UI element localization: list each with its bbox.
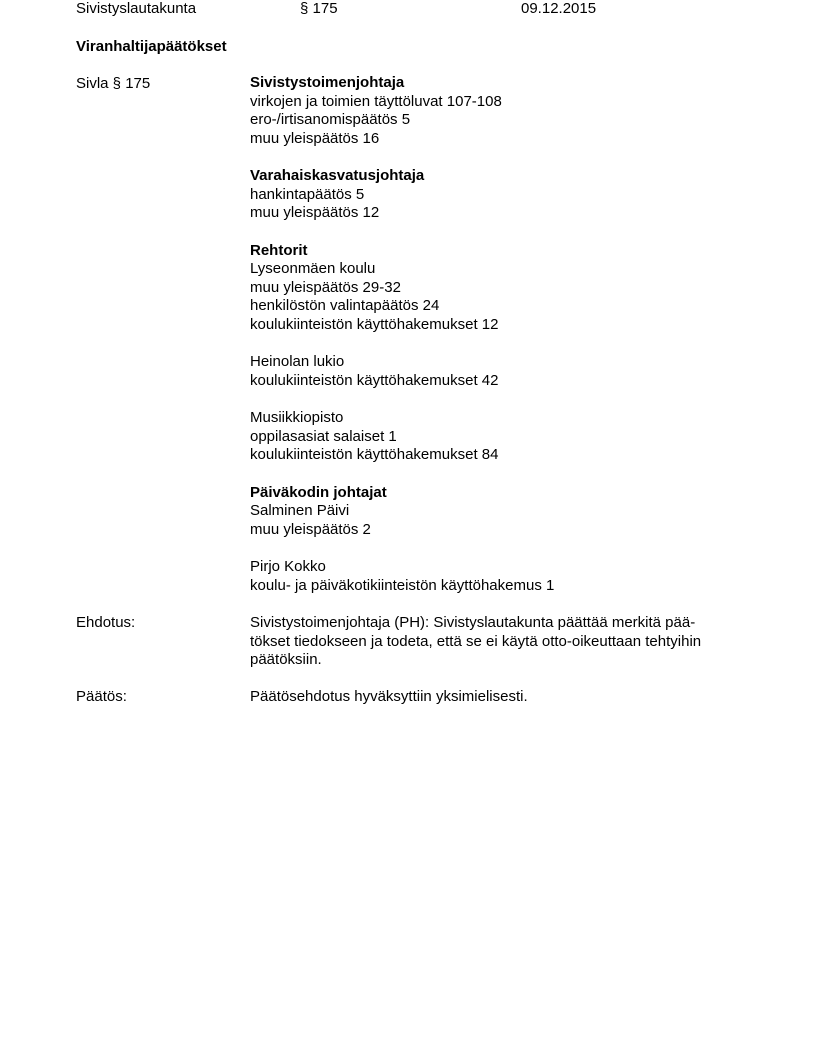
list-item: koulukiinteistön käyttöhakemukset 12	[250, 315, 499, 333]
list-item: oppilasasiat salaiset 1	[250, 427, 397, 445]
decision-label: Päätös:	[76, 688, 127, 705]
proposal-line: Sivistystoimenjohtaja (PH): Sivistyslautakunta päättää merkitä pää-	[250, 614, 696, 631]
group-heading: Sivistystoimenjohtaja	[250, 74, 405, 91]
list-item: Heinolan lukio	[250, 353, 345, 370]
proposal-text	[250, 614, 750, 670]
list-item: ero-/irtisanomispäätös 5	[250, 111, 411, 128]
group-heading: Varahaiskasvatusjohtaja	[250, 167, 425, 184]
group-varahaiskasvatusjohtaja	[250, 167, 750, 223]
list-item: muu yleispäätös 16	[250, 129, 380, 147]
group-heading: Päiväkodin johtajat	[250, 483, 387, 501]
list-item: Musiikkiopisto	[250, 409, 344, 426]
list-item: Lyseonmäen koulu	[250, 260, 376, 277]
header-date: 09.12.2015	[521, 0, 597, 17]
header-board: Sivistyslautakunta	[76, 0, 197, 17]
list-item: hankintapäätös 5	[250, 185, 365, 203]
proposal-line: tökset tiedokseen ja todeta, että se ei käytä otto-oikeuttaan tehtyihin	[250, 632, 702, 650]
reference-label: Sivla § 175	[76, 75, 151, 92]
list-item: muu yleispäätös 12	[250, 204, 380, 221]
page-title: Viranhaltijapäätökset	[76, 38, 227, 55]
header-section: § 175	[300, 0, 338, 17]
group-heading: Rehtorit	[250, 241, 308, 259]
group-sivistystoimenjohtaja	[250, 74, 750, 148]
list-item: muu yleispäätös 29-32	[250, 278, 401, 296]
group-musiikkiopisto	[250, 409, 750, 465]
list-item: Pirjo Kokko	[250, 558, 326, 575]
proposal-line: päätöksiin.	[250, 651, 322, 668]
decisions-list	[250, 74, 750, 595]
group-paivakodin-johtajat	[250, 484, 750, 540]
decision-text: Päätösehdotus hyväksyttiin yksimielisesti.	[250, 688, 528, 705]
proposal-label: Ehdotus:	[76, 614, 136, 631]
group-pirjo-kokko	[250, 558, 750, 595]
group-rehtorit	[250, 242, 750, 335]
list-item: muu yleispäätös 2	[250, 520, 371, 538]
group-heinolan-lukio	[250, 353, 750, 390]
list-item: virkojen ja toimien täyttöluvat 107-108	[250, 92, 502, 110]
list-item: koulu- ja päiväkotikiinteistön käyttöhakemus 1	[250, 576, 555, 594]
list-item: koulukiinteistön käyttöhakemukset 84	[250, 446, 499, 463]
list-item: Salminen Päivi	[250, 502, 350, 519]
list-item: koulukiinteistön käyttöhakemukset 42	[250, 371, 499, 389]
list-item: henkilöstön valintapäätös 24	[250, 297, 440, 314]
